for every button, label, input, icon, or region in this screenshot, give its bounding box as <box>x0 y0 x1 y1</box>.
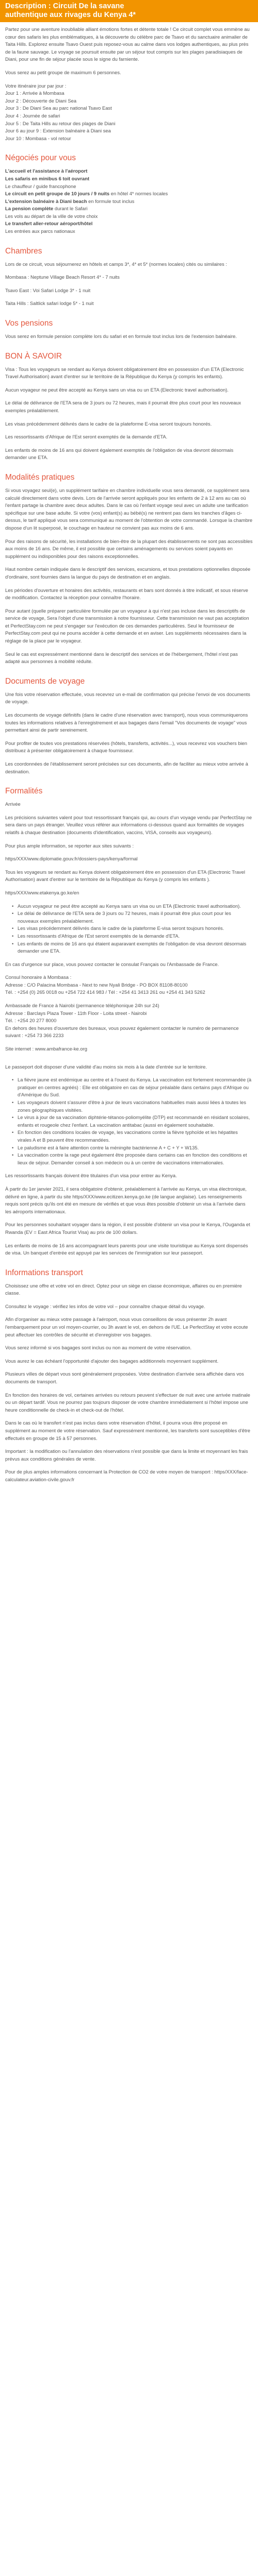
consulate-line: Consul honoraire à Mombasa : <box>5 974 72 980</box>
health-bullet: • Les voyageurs doivent s'assurer d'être à jour de leurs vaccinations habituelles mais aussi liées à toutes les zones géographiques visitées. <box>18 1099 253 1114</box>
embassy-line: Adresse : Barclays Plaza Tower - 11th Floor - Loita street - Nairobi <box>5 1010 147 1016</box>
room-item: Taita Hills : Saltlick safari lodge 5* - 1 nuit <box>5 300 94 307</box>
itinerary-day: Jour 2 : Découverte de Diani Sea <box>5 97 77 104</box>
modalities-paragraph: Pour autant (quelle préparer particulière formulée par un voyageur à qui n'est pas incluse dans les descriptifs de service de voyage, Sera l'objet d'une transmission à notre fournisseur. Cette transmission ne vaut pas acceptation et PerfectStay.com ne peut s'engager sur l'exécution de ces demandes particulières. Seul le fournisseur de PerfectStay.com peut qui ne pourra accéder à cette demande et en aviser. Les suppléments nécessaires dans la réglage de la place par le voyageur. <box>5 607 249 644</box>
itinerary-day: Jour 4 : Journée de safari <box>5 112 60 118</box>
health-bullet: • Le paludisme est à faire attention contre la méningite bactérienne A + C + Y + W135. <box>18 1144 253 1152</box>
room-item: Mombasa : Neptune Village Beach Resort 4* - 7 nuits <box>5 274 120 280</box>
section-heading-documents: Documents de voyage <box>5 676 85 686</box>
modalities-paragraph: Haut nombre certain indiquée dans le descriptif des services, excursions, et tous prestations optionnelles disposée d'ordinaire, sont fournies dans la langue du pays de destination et en anglais. <box>5 566 251 580</box>
formalities-paragraph: Pour plus ample information, se reporter aux sites suivants : <box>5 842 134 849</box>
spacer <box>5 1059 253 1063</box>
consulate-block <box>5 974 253 996</box>
section-heading-modalities: Modalités pratiques <box>5 472 75 482</box>
consulate-line: Adresse : C/O Palacina Mombasa - Next to new Nyali Bridge - PO BOX 81108-80100 <box>5 981 188 988</box>
included-item <box>5 183 253 191</box>
transport-paragraph: Important : la modification ou l'annulation des réservations n'est possible que dans la limite et moyennant les frais prévus aux conditions générales de vente. <box>5 1448 248 1462</box>
transport-paragraph: Afin d'organiser au mieux votre passage à l'aéroport, nous vous conseillons de vous présenter 2h avant l'embarquement pour un vol moyen-courrier, ou 3h avant le vol, en dehors de l'UE. Le PerfectStay et votre ecoute peut affectuer les contrôles de sécurité et d'enregistrer vos bagages. <box>5 1316 248 1337</box>
good-to-know-paragraph: Les ressortissants d'Afrique de l'Est seront exemptés de la demande d'ETA. <box>5 434 168 440</box>
included-item-bold: Les safaris en minibus 6 toit ouvrant <box>5 175 90 181</box>
eta-bullet-list <box>5 903 253 955</box>
formalities-paragraph: Tous les voyageurs se rendant au Kenya doivent obligatoirement être en possession d'un ETA (Electronic Travel Authorisation) avant d'entrer sur le territoire de la République du Kenya (y compris les enfants ). <box>5 869 245 883</box>
included-item-text: en hôtel 4* normes locales <box>109 191 168 197</box>
included-item-text: Les entrées aux parcs nationaux <box>5 228 75 234</box>
formalities-lead: Arrivée <box>5 801 21 807</box>
good-to-know-paragraph: Le délai de délivrance de l'ETA sera de 3 jours ou 72 heures, mais il pourrait être plus court pour les nouveaux exemples préalablement. <box>5 400 241 413</box>
embassy-line: En dehors des heures d'ouverture des bureaux, vous pouvez également contacter le numéro de permanence suivant : +254 73 366 2233 <box>5 1025 239 1039</box>
included-item <box>5 198 253 206</box>
consulate-line: Tél. : +254 (0) 265 0018 ou +254 722 414 983 / Tél : +254 41 3413 261 ou +254 41 343 5262 <box>5 989 205 995</box>
visa-paragraph: À partir du 1er janvier 2021, il sera obligatoire d'obtenir, préalablement à l'arrivée au Kenya, un visa électronique, délivré en ligne, à partir du site https/XXX/www.ecitizen.kenya.go.ke (de langue anglaise). Les renseignements requis sont précis qu'ils ont été en mesure de vérifiés et que vous êtes possible d'obtenir un visa à l'arrivée dans les aéroports internationaux. <box>5 1185 247 1214</box>
health-bullet: • La vaccination contre la rage peut également être proposée dans certains cas en fonction des conditions et lieux de séjour. Demander conseil à son médecin ou à un centre de vaccinations internationales. <box>18 1151 253 1166</box>
modalities-paragraph: Les périodes d'ouverture et horaires des activités, restaurants et bars sont donnés à titre indicatif, et sous réserve de modification. Contactez la réception pour connaître l'horaire. <box>5 587 248 601</box>
transport-paragraph: Plusieurs villes de départ vous sont généralement proposées. Votre destination d'arrivée sera affichée dans vos documents de transport. <box>5 1371 244 1385</box>
included-item-bold: L'extension balnéaire à Diani beach <box>5 198 87 204</box>
embassy-block <box>5 1002 253 1040</box>
included-item-bold: La pension complète <box>5 206 54 212</box>
intro-group-size: Vous serez au petit groupe de maximum 6 personnes. <box>5 69 121 75</box>
included-list <box>5 167 253 235</box>
transport-paragraph: Consultez le voyage : vérifiez les infos de votre vol – pour connaître chaque détail du voyage. <box>5 1303 205 1309</box>
embassy-line: Ambassade de France à Nairobi (permanence téléphonique 24h sur 24) <box>5 1003 159 1009</box>
passport-text: Le passeport doit disposer d'une validité d'au moins six mois à la date d'entrée sur le territoire. <box>5 1063 207 1070</box>
eta-bullet: • Les enfants de moins de 16 ans qui étaient auparavant exemptés de l'obligation de visa devront désormais demander une ETA. <box>18 940 253 955</box>
section-heading-transport: Informations transport <box>5 1268 83 1277</box>
good-to-know-paragraph: Aucun voyageur ne peut être accepté au Kenya sans un visa ou un ETA (Electronic travel authorisation). <box>5 386 229 393</box>
included-item-bold: Le circuit en petit groupe de 10 jours / 9 nuits <box>5 191 110 197</box>
documents-paragraph: Une fois votre réservation effectuée, vous recevrez un e-mail de confirmation qui précise l'envoi de vos documents de voyage. <box>5 691 250 705</box>
documents-paragraph: Les coordonnées de l'établissement seront précisées sur ces documents, afin de faciliter au mieux votre arrivée à destination. <box>5 761 248 774</box>
good-to-know-paragraph: Les visas précédemment délivrés dans le cadre de la plateforme E-visa seront toujours honorés. <box>5 420 212 427</box>
included-item-text: Les vols au départ de la ville de votre choix <box>5 213 98 219</box>
eta-bullet: • Les ressortissants d'Afrique de l'Est seront exemptés de la demande d'ETA. <box>18 933 253 940</box>
itinerary-day: Jour 3 : De Diani Sea au parc national Tsavo East <box>5 105 112 111</box>
section-heading-formalities: Formalités <box>5 787 43 796</box>
itinerary-title: Votre itinéraire jour par jour : <box>5 82 67 89</box>
documents-paragraph: Pour profiter de toutes vos prestations réservées (hôtels, transferts, activités...), vous recevrez vos vouchers bien distribuez à présenter obligatoirement à chaque fournisseur. <box>5 740 247 754</box>
modalities-paragraph: Si vous voyagez seul(e), un supplément tarifaire en chambre individuelle vous sera demandé, ce supplément sera calculé directement dans votre devis. Lors de l'arrivée seront appliqués pour les enfants de 2 à 12 ans au cas où l'enfant partage la chambre avec deux adultes. Dans le cas où l'enfant voyage seul avec un adulte une tarification spécifique sur une base adulte. Si votre (vos) enfant(s) au bébé(s) ne rentrent pas dans les tranches d'âges ci-dessus, le tarif appliqué vous sera communiqué au moment de l'obtention de votre commandé. Lorsque la chambre dispose d'un lit superposé, le couchage en hauteur ne convient pas aux moins de 6 ans. <box>5 487 253 531</box>
formalities-link[interactable]: https/XXX/www.etakenya.go.ke/en <box>5 889 79 895</box>
included-item-text: en formule tout inclus <box>87 198 135 204</box>
included-item <box>5 167 253 175</box>
emergency-text: En cas d'urgence sur place, vous pouvez contacter le consulat Français ou l'Ambassade de France. <box>5 961 219 967</box>
transport-paragraph: Pour de plus amples informations concernant la Protection de CO2 de votre moyen de transport : https/XXX/face-calculateur.aviation-civile.gouv.fr <box>5 1469 248 1482</box>
offer-title-line-2: authentique aux rivages du Kenya 4* <box>5 11 136 19</box>
included-item-bold: L'accueil et l'assistance à l'aéroport <box>5 168 88 174</box>
eta-bullet: • Le délai de délivrance de l'ETA sera de 3 jours ou 72 heures, mais il pourrait être plus court pour les nouveaux exemples préalablement. <box>18 910 253 925</box>
transport-paragraph: Dans le cas où le transfert n'est pas inclus dans votre réservation d'hôtel, il pourra vous être proposé en supplément au moment de votre réservation. Sauf expressément mentionné, les transferts sont susceptibles d'être effectués en groupe de 15 à 57 personnes. <box>5 1420 250 1441</box>
included-item-text: durant le Safari <box>53 206 88 212</box>
itinerary-day: Jour 5 : De Taita Hills au retour des plages de Diani <box>5 120 116 126</box>
included-item <box>5 205 253 213</box>
health-bullet: • La fièvre jaune est endémique au centre et à l'ouest du Kenya. La vaccination est fortement recommandée (à pratiquer en centres agréés) : Elle est obligatoire en cas de séjour préalable dans certains pays d'Afrique ou d'Amérique du Sud. <box>18 1076 253 1099</box>
included-item <box>5 228 253 235</box>
good-to-know-paragraph: Les enfants de moins de 16 ans qui doivent également exemptés de l'obligation de visa devront désormais demander une ETA. <box>5 447 234 461</box>
included-item <box>5 190 253 198</box>
documents-paragraph: Les documents de voyage définitifs (dans le cadre d'une réservation avec transport), nous vous communiquerons toutes les informations relatives à l'enregistrement et aux bagages dans l'email "Vos documents de voyage" vous permettant ainsi de partir sereinement. <box>5 712 248 733</box>
offer-title-banner <box>0 0 258 22</box>
health-bullet-list <box>5 1076 253 1166</box>
eta-bullet: • Aucun voyageur ne peut être accepté au Kenya sans un visa ou un ETA (Electronic travel authorisation). <box>18 903 253 910</box>
modalities-paragraph: Pour des raisons de sécurité, les installations de bien-être de la plupart des établissements ne sont pas accessibles aux moins de 16 ans. De même, il est possible que certains aménagements ou services soient payants en supplément ou indisponibles pour des raisons exceptionnelles. <box>5 538 253 559</box>
included-item-bold: Le transfert aller-retour aéroport/hôtel <box>5 221 93 227</box>
visa-paragraph: Les enfants de moins de 16 ans accompagnant leurs parents pour une visite touristique au Kenya sont dispensés de visa. Un banquet d'entrée est appuyé par les services de l'immigration sur leur passeport. <box>5 1242 248 1256</box>
included-item <box>5 220 253 228</box>
transport-paragraph: Vous aurez le cas échéant l'opportunité d'ajouter des bagages additionnels moyennant supplément. <box>5 1358 219 1364</box>
section-heading-included: Négociés pour vous <box>5 154 76 163</box>
itinerary <box>5 82 253 143</box>
modalities-paragraph: Seul le cas est expressément mentionné dans le descriptif des services et de l'hébergement, l'hôtel n'est pas adapté aux personnes à mobilité réduite. <box>5 651 238 665</box>
itinerary-day: Jour 10 : Mombasa - vol retour <box>5 135 71 141</box>
itinerary-day: Jour 6 au jour 9 : Extension balnéaire à Diani sea <box>5 128 111 134</box>
included-item <box>5 175 253 183</box>
transport-paragraph: Vous serez informé si vos bagages sont inclus ou non au moment de votre réservation. <box>5 1345 192 1351</box>
offer-title-line-1: Description : Circuit De la savane <box>5 2 124 10</box>
visa-paragraph: Les ressortissants français doivent être titulaires d'un visa pour entrer au Kenya. <box>5 1173 177 1179</box>
pensions-text: Vous serez en formule pension complète lors du safari et en formule tout inclus lors de l'extension balnéaire. <box>5 333 237 340</box>
room-item: Tsavo East : Voi Safari Lodge 3* - 1 nuit <box>5 287 91 293</box>
visa-paragraph: Pour les personnes souhaitant voyager dans la région, il est possible d'obtenir un visa pour le Kenya, l'Ouganda et Rwanda (EV = East Africa Tourist Visa) au prix de 100 dollars. <box>5 1222 250 1235</box>
section-heading-good-to-know: BON À SAVOIR <box>5 351 62 361</box>
health-bullet: • Le virus à jour de sa vaccination diphtérie-tétanos-poliomyélite (DTP) est recommandé en résidant scolaires, enfants et rougeole chez l'enfant. La vaccination antitabac (aussi en également souhaitable. <box>18 1114 253 1129</box>
health-bullet: • En fonction des conditions locales de voyage, les vaccinations contre la fièvre typhoïde et les hépatites virales A et B peuvent être recommandées. <box>18 1129 253 1144</box>
embassy-line: Tél. : +254 20 277 8000 <box>5 1018 57 1024</box>
embassy-website[interactable]: Site internet : www.ambafrance-ke.org <box>5 1046 87 1052</box>
included-item <box>5 213 253 221</box>
included-item-text: Le chauffeur / guide francophone <box>5 183 76 189</box>
itinerary-day: Jour 1 : Arrivée à Mombasa <box>5 90 64 96</box>
section-heading-pensions: Vos pensions <box>5 319 53 328</box>
formalities-link[interactable]: https/XXX/www.diplomatie.gouv.fr/dossiers-pays/kenya/formal <box>5 856 138 862</box>
good-to-know-paragraph: Visa : Tous les voyageurs se rendant au Kenya doivent obligatoirement être en possession d'un ETA (Electronic Travel Authorisation) avant d'entrer sur le territoire de la République du Kenya (y compris les enfants). <box>5 366 244 380</box>
transport-paragraph: Choisissez une offre et votre vol en direct. Optez pour un siège en classe économique, affaires ou en première classe. <box>5 1282 242 1296</box>
section-heading-rooms: Chambres <box>5 246 42 256</box>
formalities-paragraph: Les précisions suivantes valent pour tout ressortissant français qui, au cours d'un voyage vendu par PerfectStay ne sera dans un pays étranger. Veuillez vous référer aux informations ci-dessous quand aux formalités de voyages relatifs à chaque destination (documents d'identification, vaccins, VISA, conseils aux voyageurs). <box>5 814 252 835</box>
eta-bullet: • Les visas précédemment délivrés dans le cadre de la plateforme E-visa seront toujours honorés. <box>18 925 253 933</box>
rooms-intro: Lors de ce circuit, vous séjournerez en hôtels et camps 3*, 4* et 5* (normes locales) cités ou similaires : <box>5 261 227 267</box>
transport-paragraph: En fonction des horaires de vol, certaines arrivées ou retours peuvent s'effectuer de nuit avec une arrivée matinale ou un départ tardif. Vous ne pourrez pas toujours disposer de votre chambre immédiatement si l'hôtel impose une heure conditionnelle de check-in et check-out de l'hôtel. <box>5 1392 250 1413</box>
intro-paragraph: Partez pour une aventure inoubliable alliant émotions fortes et détente totale ! Ce circuit complet vous emmène au cœur des safaris les plus emblématiques, à la découverte du célèbre parc de Tsavo et du sanctuaire animalier de Taita Hills. Explorez ensuite Tsavo Ouest puis reposez-vous au calme dans vos lodges authentiques, au plus près de la faune sauvage. Le voyage se poursuit ensuite par un séjour tout compris sur les plages paradisiaques de Diani, pour une fin de séjour placée sous le signe du farniente. <box>5 26 250 62</box>
